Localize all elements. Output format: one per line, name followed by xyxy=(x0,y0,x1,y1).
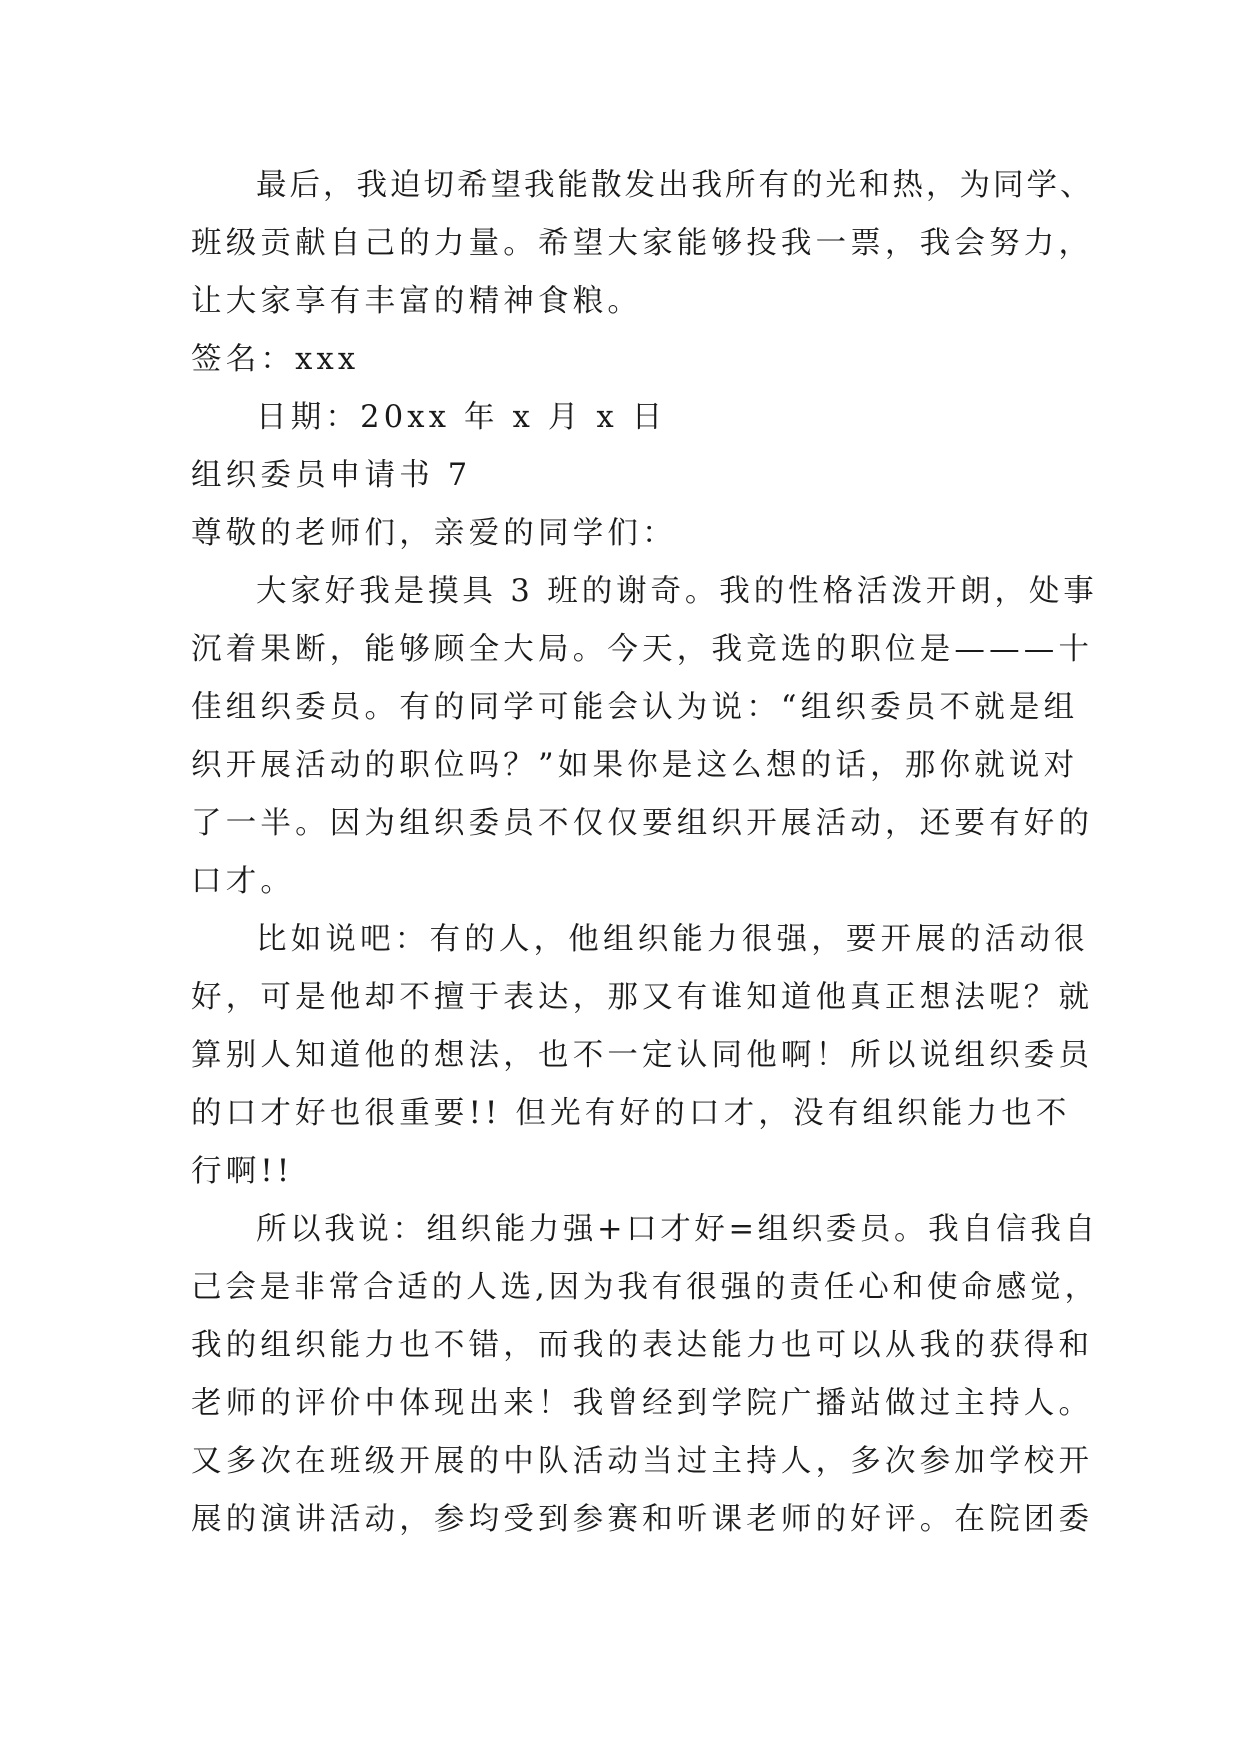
paragraph-line: 让大家享有丰富的精神食粮。 xyxy=(191,284,643,319)
paragraph-line: 班级贡献自己的力量。希望大家能够投我一票，我会努力， xyxy=(191,226,1094,261)
section-title: 组织委员申请书 7 xyxy=(191,458,472,493)
paragraph-line: 的口才好也很重要!! 但光有好的口才，没有组织能力也不 xyxy=(191,1096,1071,1131)
paragraph-line: 比如说吧：有的人，他组织能力很强，要开展的活动很 xyxy=(256,922,1089,957)
paragraph-line: 我的组织能力也不错，而我的表达能力也可以从我的获得和 xyxy=(191,1328,1094,1363)
paragraph-line: 大家好我是摸具 3 班的谢奇。我的性格活泼开朗，处事 xyxy=(256,574,1098,609)
paragraph-line: 织开展活动的职位吗？”如果你是这么想的话，那你就说对 xyxy=(191,748,1079,783)
paragraph-line: 行啊!! xyxy=(191,1154,294,1189)
paragraph-line: 佳组织委员。有的同学可能会认为说：“组织委员不就是组 xyxy=(191,690,1079,725)
salutation-line: 尊敬的老师们，亲爱的同学们： xyxy=(191,516,677,551)
paragraph-line: 己会是非常合适的人选,因为我有很强的责任心和使命感觉， xyxy=(191,1270,1099,1305)
paragraph-line: 所以我说：组织能力强+口才好=组织委员。我自信我自 xyxy=(256,1212,1099,1247)
date-line: 日期：20xx 年 x 月 x 日 xyxy=(256,400,667,435)
paragraph-line: 口才。 xyxy=(191,864,296,899)
paragraph-line: 沉着果断，能够顾全大局。今天，我竞选的职位是———十 xyxy=(191,632,1094,667)
paragraph-line: 最后，我迫切希望我能散发出我所有的光和热，为同学、 xyxy=(256,168,1094,203)
paragraph-line: 好，可是他却不擅于表达，那又有谁知道他真正想法呢？就 xyxy=(191,980,1094,1015)
paragraph-line: 展的演讲活动，参均受到参赛和听课老师的好评。在院团委 xyxy=(191,1502,1094,1537)
signature-line: 签名：xxx xyxy=(191,342,360,377)
paragraph-line: 又多次在班级开展的中队活动当过主持人，多次参加学校开 xyxy=(191,1444,1094,1479)
paragraph-line: 老师的评价中体现出来！我曾经到学院广播站做过主持人。 xyxy=(191,1386,1094,1421)
paragraph-line: 了一半。因为组织委员不仅仅要组织开展活动，还要有好的 xyxy=(191,806,1094,841)
paragraph-line: 算别人知道他的想法，也不一定认同他啊！所以说组织委员 xyxy=(191,1038,1094,1073)
